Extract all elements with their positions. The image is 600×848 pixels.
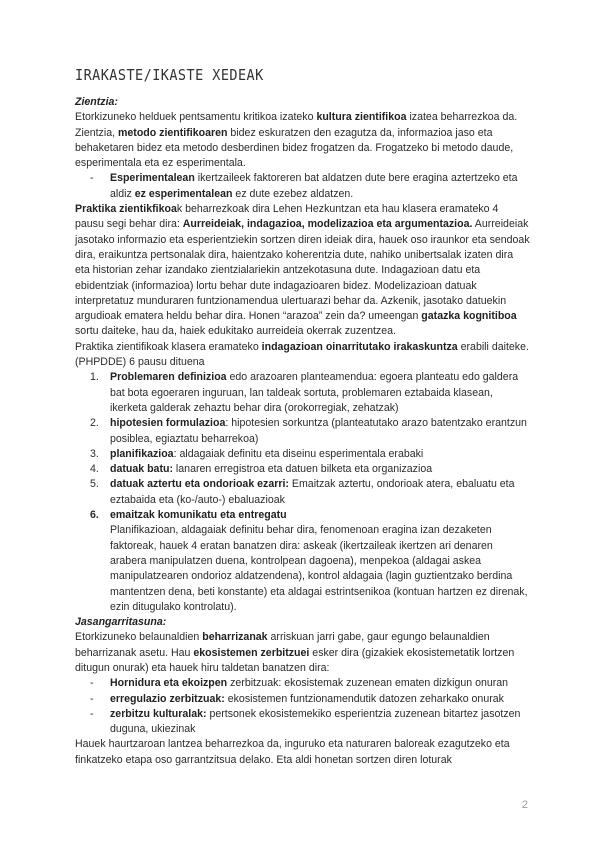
ecosystem-services-list	[75, 676, 530, 737]
step-6-detail: Planifikazioan, aldagaiak definitu behar dira, fenomenoan eragina izan dezaketen faktoreak, hauek 4 eratan banatzen dira: askeak (ikertzaileak ikertzen ari denaren arabera manipulatzen duena, kontrolpean dagoena), menpekoa (aldagai askea manipulatzearen ondorioz aldatzendena), kontrol aldagaia (lagin guztientzako berdina mantentzen dena, beti konstante) eta aldagai estrintsenikoa (kontuan hartzen ez direnak, ezin ditugulako kontrolatu).	[110, 524, 528, 613]
zientzia-paragraph-2: Praktika zientikfikoak beharrezkoak dira Lehen Hezkuntzan eta hau klasera eramateko 4 pausu segi behar dira: Aurreideiak, indagazioa, modelizazioa eta argumentazioa. Aurreideiak jasotako informazio eta esperientziekin sortzen diren ideiak dira, hauek oso iraunkor eta sendoak dira, eraikuntza pertsonalak dira, haientzako koherentzia dute, nahiko unibertsalak izaten dira eta historian zehar izandako zientzialariekin antzekotasuna dute. Indagazioan datu eta ebidentziak (informazioa) lortu behar dute indagazioaren bidez. Modelizazioan datuak interpretatuz munduraren funtzionamendua ulertuarazi behar da. Azkenik, jasotako datuekin argudioak ematera heldu behar dira. Honen “arazoa” zein da? umeengan gatazka kognitiboa sortu daiteke, hau da, haiek edukitako aurreideia okerrak zuzentzea.	[75, 203, 530, 338]
list-item: 4. datuak batu: lanaren erregistroa eta datuen bilketa eta organizazioa	[90, 463, 433, 476]
list-item: 5. datuak aztertu eta ondorioak ezarri: Emaitzak aztertu, ondorioak atera, ebaluatu eta eztabaida eta (ko-/auto-) ebaluazioak	[90, 478, 515, 506]
list-item: - Esperimentalean ikertzaileek faktoreren bat aldatzen dute bere eragina aztertzeko eta aldiz ez esperimentalean ez dute ezebez aldatzen.	[110, 171, 530, 202]
list-item: - Hornidura eta ekoizpen zerbitzuak: ekosistemak zuzenean ematen dizkigun onuran	[110, 676, 530, 691]
steps-list	[75, 370, 530, 615]
zientzia-bullet-list	[75, 171, 530, 202]
list-item: - erregulazio zerbitzuak: ekosistemen funtzionamendutik datozen zeharkako onurak	[110, 692, 530, 707]
zientzia-paragraph-1: Etorkizuneko helduek pentsamentu kritikoa izateko kultura zientifikoa izatea beharrezkoa da. Zientzia, metodo zientifikoaren bidez eskuratzen den ezagutza da, informazioa jaso eta behaketaren bidez eta metodo desberdinen bidez frogatzen da. Frogatzeko bi metodo daude, esperimentala eta ez esperimentala.	[75, 111, 518, 170]
list-item: 6. emaitzak komunikatu eta entregatu Planifikazioan, aldagaiak definitu behar dira, fenomenoan eragina izan dezaketen faktoreak, hauek 4 eratan banatzen dira: askeak (ikertzaileak ikertzen ari denaren arabera manipulatzen duena, kontrolpean dagoena), menpekoa (aldagai askea manipulatzearen ondorioz aldatzendena), kontrol aldagaia (lagin guztientzako berdina mantentzen dena, beti konstante) eta aldagai estrintsenikoa (kontuan hartzen ez direnak, ezin ditugulako kontrolatu).	[90, 509, 528, 613]
list-item: 1. Problemaren definizioa edo arazoaren planteamendua: egoera planteatu edo galdera bat bota egoeraren inguruan, lan taldeak sortuta, problemaren eztabaida klasean, ikerketa galderak zehaztu behar dira (orokorregiak, zehatzak)	[90, 371, 519, 414]
list-item: 2. hipotesien formulazioa: hipotesien sorkuntza (planteatutako arazo batentzako erantzun posiblea, egiaztatu beharrekoa)	[90, 417, 527, 445]
list-item: - zerbitzu kulturalak: pertsonek ekosistemekiko esperientzia zuzenean bitartez jasotzen duguna, ukiezinak	[110, 707, 530, 738]
page-heading: IRAKASTE/IKASTE XEDEAK	[75, 66, 264, 84]
section-title-jasangarritasuna: Jasangarritasuna:	[75, 616, 167, 629]
jasangarritasuna-paragraph-1: Etorkizuneko belaunaldien beharrizanak arriskuan jarri gabe, gaur egungo belaunaldien beharrizanak asetu. Hau ekosistemen zerbitzuei esker dira (gizakiek ekosistemetatik lortzen ditugun onurak) eta hauek hiru taldetan banatzen dira:	[75, 631, 515, 674]
jasangarritasuna-paragraph-2: Hauek haurtzaroan lantzea beharrezkoa da, inguruko eta naturaren baloreak ezagutzeko eta finkatzeko etapa oso garrantzitsua delako. Eta aldi honetan sortzen diren loturak	[75, 738, 510, 766]
zientzia-paragraph-3: Praktika zientifikoak klasera eramateko indagazioan oinarritutako irakaskuntza erabili daiteke. (PHPDDE) 6 pausu dituena	[75, 340, 529, 369]
list-item: 3. planifikazioa: aldagaiak definitu eta diseinu esperimentala erabaki	[90, 447, 424, 460]
document-page	[75, 66, 530, 768]
section-title-zientzia: Zientzia:	[75, 96, 118, 108]
page-number: 2	[521, 799, 528, 811]
